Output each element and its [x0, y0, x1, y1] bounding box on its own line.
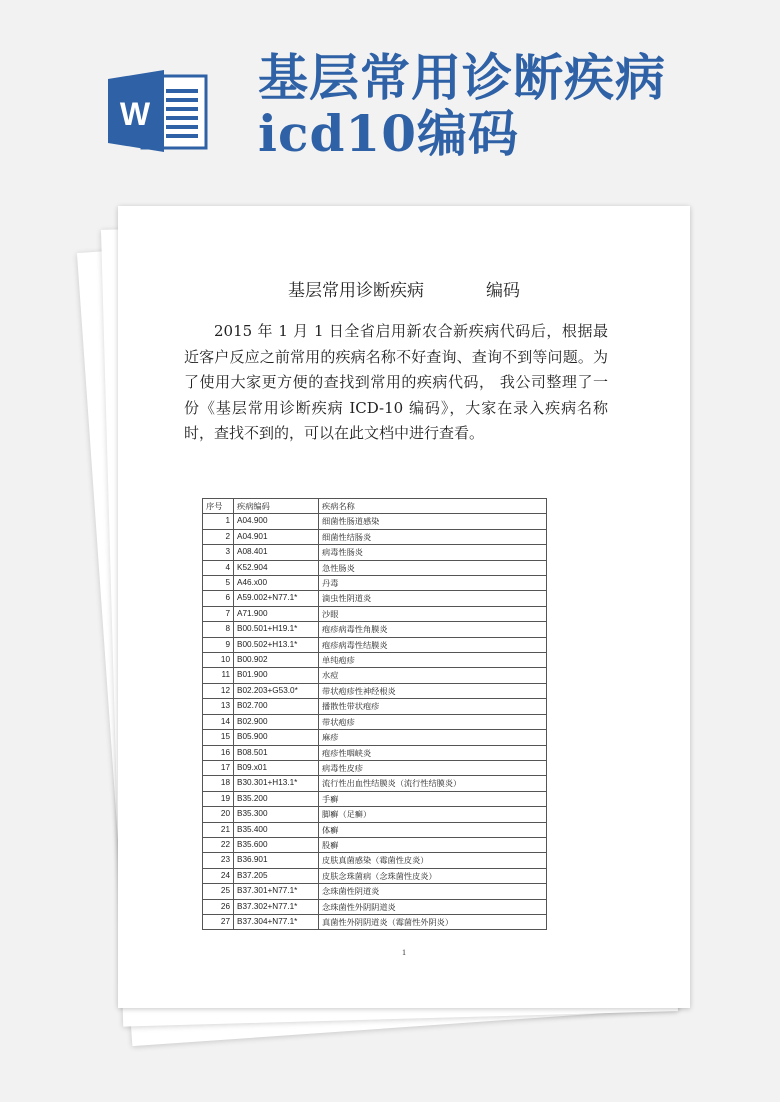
table-row	[203, 683, 547, 698]
cell-disease-name: 细菌性结肠炎	[319, 529, 547, 544]
cell-icd-code: B00.502+H13.1*	[234, 637, 319, 652]
cell-index: 2	[203, 529, 234, 544]
word-icon-letter: W	[119, 96, 151, 132]
cell-icd-code: A04.900	[234, 514, 319, 529]
cell-index: 24	[203, 868, 234, 883]
banner-title-line2: icd10编码	[258, 104, 519, 163]
cell-disease-name: 体癣	[319, 822, 547, 837]
icd-code-table	[202, 498, 547, 930]
table-row	[203, 914, 547, 929]
table-row	[203, 514, 547, 529]
cell-disease-name: 水痘	[319, 668, 547, 683]
table-row	[203, 622, 547, 637]
cell-index: 25	[203, 884, 234, 899]
cell-disease-name: 疱疹性咽峡炎	[319, 745, 547, 760]
table-row	[203, 576, 547, 591]
cell-icd-code: B02.900	[234, 714, 319, 729]
table-row	[203, 668, 547, 683]
cell-icd-code: B00.902	[234, 653, 319, 668]
cell-index: 4	[203, 560, 234, 575]
cell-index: 13	[203, 699, 234, 714]
cell-index: 11	[203, 668, 234, 683]
intro-paragraph: 2015 年 1 月 1 日全省启用新农合新疾病代码后，根据最近客户反应之前常用的疾病名称不好查询、查询不到等问题。为了使用大家更方便的查找到常用的疾病代码， 我公司整理了一份《基层常用诊断疾病 ICD-10 编码》，大家在录入疾病名称时，查找不到的，可以在此文档中进行查看。	[184, 322, 608, 443]
cell-disease-name: 手癣	[319, 791, 547, 806]
table-row	[203, 591, 547, 606]
document-title-part1: 基层常用诊断疾病	[288, 281, 424, 301]
cell-disease-name: 真菌性外阴阴道炎（霉菌性外阴炎）	[319, 914, 547, 929]
cell-icd-code: A04.901	[234, 529, 319, 544]
cell-index: 3	[203, 545, 234, 560]
cell-icd-code: B37.302+N77.1*	[234, 899, 319, 914]
cell-icd-code: B09.x01	[234, 760, 319, 775]
cell-icd-code: B01.900	[234, 668, 319, 683]
cell-icd-code: B37.304+N77.1*	[234, 914, 319, 929]
table-row	[203, 606, 547, 621]
table-row	[203, 807, 547, 822]
word-icon	[108, 70, 210, 152]
cell-disease-name: 念珠菌性外阴阴道炎	[319, 899, 547, 914]
cell-icd-code: B02.700	[234, 699, 319, 714]
cell-icd-code: B35.600	[234, 837, 319, 852]
cell-index: 23	[203, 853, 234, 868]
cell-icd-code: B35.200	[234, 791, 319, 806]
table-row	[203, 730, 547, 745]
cell-icd-code: A08.401	[234, 545, 319, 560]
cell-index: 19	[203, 791, 234, 806]
cell-disease-name: 带状疱疹性神经根炎	[319, 683, 547, 698]
table-row	[203, 899, 547, 914]
table-row	[203, 637, 547, 652]
cell-icd-code: B02.203+G53.0*	[234, 683, 319, 698]
cell-index: 1	[203, 514, 234, 529]
cell-disease-name: 脚癣（足癣）	[319, 807, 547, 822]
cell-disease-name: 细菌性肠道感染	[319, 514, 547, 529]
cell-index: 16	[203, 745, 234, 760]
cell-disease-name: 急性肠炎	[319, 560, 547, 575]
cell-index: 10	[203, 653, 234, 668]
cell-index: 27	[203, 914, 234, 929]
column-header-index: 序号	[203, 499, 234, 514]
cell-disease-name: 流行性出血性结膜炎（流行性结膜炎）	[319, 776, 547, 791]
table-row	[203, 545, 547, 560]
cell-icd-code: A71.900	[234, 606, 319, 621]
cell-disease-name: 病毒性皮疹	[319, 760, 547, 775]
cell-disease-name: 疱疹病毒性结膜炎	[319, 637, 547, 652]
cell-index: 6	[203, 591, 234, 606]
column-header-name: 疾病名称	[319, 499, 547, 514]
table-row	[203, 699, 547, 714]
banner-title	[258, 50, 666, 162]
cell-index: 22	[203, 837, 234, 852]
cell-index: 26	[203, 899, 234, 914]
column-header-code: 疾病编码	[234, 499, 319, 514]
table-row	[203, 791, 547, 806]
cell-index: 8	[203, 622, 234, 637]
cell-icd-code: B36.901	[234, 853, 319, 868]
cell-disease-name: 麻疹	[319, 730, 547, 745]
cell-icd-code: B37.205	[234, 868, 319, 883]
document-title-part2: 编码	[486, 281, 520, 301]
cell-disease-name: 疱疹病毒性角膜炎	[319, 622, 547, 637]
cell-index: 18	[203, 776, 234, 791]
cell-icd-code: B35.300	[234, 807, 319, 822]
cell-index: 7	[203, 606, 234, 621]
table-row	[203, 776, 547, 791]
cell-disease-name: 丹毒	[319, 576, 547, 591]
table-row	[203, 853, 547, 868]
cell-index: 20	[203, 807, 234, 822]
cell-index: 17	[203, 760, 234, 775]
cell-icd-code: B35.400	[234, 822, 319, 837]
cell-disease-name: 带状疱疹	[319, 714, 547, 729]
table-row	[203, 868, 547, 883]
page-number: 1	[402, 948, 406, 957]
cell-icd-code: B37.301+N77.1*	[234, 884, 319, 899]
banner-title-line1: 基层常用诊断疾病	[258, 48, 666, 107]
cell-icd-code: K52.904	[234, 560, 319, 575]
cell-index: 5	[203, 576, 234, 591]
cell-disease-name: 播散性带状疱疹	[319, 699, 547, 714]
cell-index: 12	[203, 683, 234, 698]
table-row	[203, 822, 547, 837]
cell-disease-name: 沙眼	[319, 606, 547, 621]
cell-disease-name: 病毒性肠炎	[319, 545, 547, 560]
table-header-row	[203, 499, 547, 514]
cell-icd-code: B00.501+H19.1*	[234, 622, 319, 637]
table-row	[203, 745, 547, 760]
cell-disease-name: 皮肤念珠菌病（念珠菌性皮炎）	[319, 868, 547, 883]
cell-disease-name: 皮肤真菌感染（霉菌性皮炎）	[319, 853, 547, 868]
document-title	[118, 276, 690, 301]
cell-index: 21	[203, 822, 234, 837]
cell-icd-code: B05.900	[234, 730, 319, 745]
cell-icd-code: A59.002+N77.1*	[234, 591, 319, 606]
cell-icd-code: B30.301+H13.1*	[234, 776, 319, 791]
cell-icd-code: B08.501	[234, 745, 319, 760]
table-row	[203, 837, 547, 852]
table-row	[203, 653, 547, 668]
cell-index: 9	[203, 637, 234, 652]
cell-icd-code: A46.x00	[234, 576, 319, 591]
table-row	[203, 884, 547, 899]
cell-disease-name: 念珠菌性阴道炎	[319, 884, 547, 899]
table-row	[203, 529, 547, 544]
cell-index: 14	[203, 714, 234, 729]
table-row	[203, 760, 547, 775]
table-row	[203, 560, 547, 575]
table-row	[203, 714, 547, 729]
cell-index: 15	[203, 730, 234, 745]
cell-disease-name: 单纯疱疹	[319, 653, 547, 668]
cell-disease-name: 滴虫性阴道炎	[319, 591, 547, 606]
cell-disease-name: 股癣	[319, 837, 547, 852]
document-page	[118, 206, 690, 1008]
